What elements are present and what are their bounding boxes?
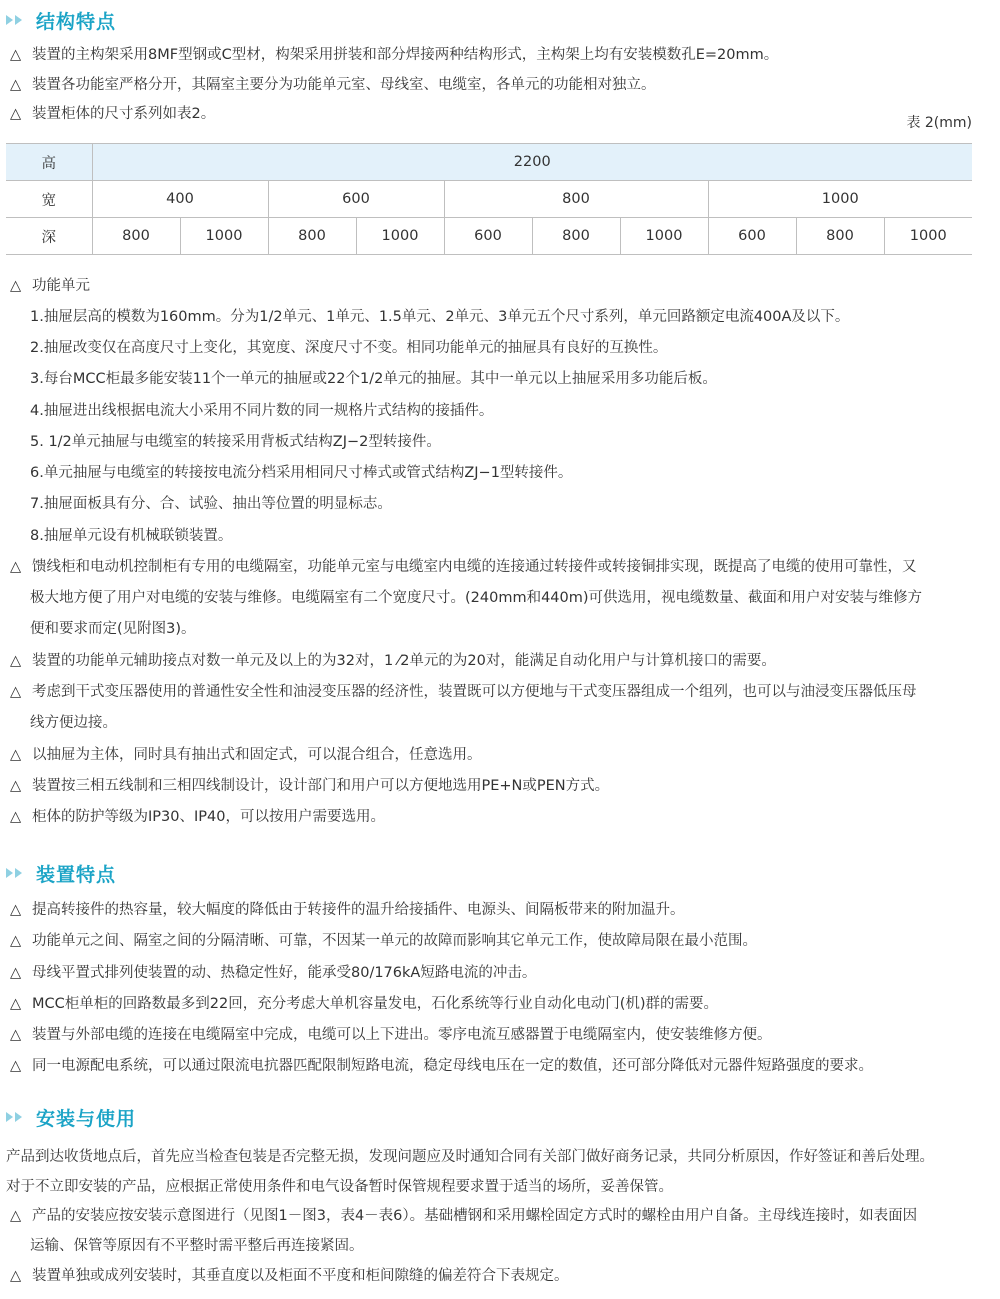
depth-cell: 600 <box>708 218 796 255</box>
depth-cell: 1000 <box>884 218 972 255</box>
list-item: 7.抽屉面板具有分、合、试验、抽出等位置的明显标志。 <box>30 496 392 512</box>
paragraph: 产品到达收货地点后，首先应当检查包装是否完整无损，发现问题应及时通知合同有关部门做好商务记录，共同分析原因，作好签证和善后处理。 <box>6 1149 934 1165</box>
bullet-paragraph: △ 母线平置式排列使装置的动、热稳定性好，能承受80/176kA短路电流的冲击。 <box>10 965 537 981</box>
bullet-paragraph: △ 以抽屉为主体，同时具有抽出式和固定式，可以混合组合，任意选用。 <box>10 747 482 763</box>
depth-cell: 800 <box>92 218 180 255</box>
paragraph: 对于不立即安装的产品，应根据正常使用条件和电气设备暂时保管规程要求置于适当的场所，妥善保管。 <box>6 1179 673 1195</box>
depth-cell: 800 <box>796 218 884 255</box>
paragraph-continuation: 极大地方便了用户对电缆的安装与维修。电缆隔室有二个宽度尺寸。(240mm和440m)可供选用，视电缆数量、截面和用户对安装与维修方 <box>30 590 923 606</box>
section-title: 结构特点 <box>36 10 117 33</box>
section-title: 安装与使用 <box>36 1107 137 1130</box>
depth-cell: 800 <box>268 218 356 255</box>
row-label-height: 高 <box>6 144 92 181</box>
bullet-paragraph: △ 装置按三相五线制和三相四线制设计，设计部门和用户可以方便地选用PE+N或PEN方式。 <box>10 778 610 794</box>
paragraph-continuation: 运输、保管等原因有不平整时需平整后再连接紧固。 <box>30 1238 364 1254</box>
list-item: 6.单元抽屉与电缆室的转接按电流分档采用相同尺寸棒式或管式结构ZJ−1型转接件。 <box>30 465 573 481</box>
list-item: 8.抽屉单元设有机械联锁装置。 <box>30 528 233 544</box>
depth-cell: 600 <box>444 218 532 255</box>
bullet-paragraph: △ 同一电源配电系统，可以通过限流电抗器匹配限制短路电流，稳定母线电压在一定的数值，还可部分降低对元器件短路强度的要求。 <box>10 1058 873 1074</box>
table-caption: 表 2(mm) <box>906 115 972 131</box>
depth-cell: 800 <box>532 218 620 255</box>
paragraph-continuation: 线方便边接。 <box>30 715 117 731</box>
list-item: 2.抽屉改变仅在高度尺寸上变化，其宽度、深度尺寸不变。相同功能单元的抽屉具有良好的互换性。 <box>30 340 668 356</box>
bullet-paragraph: △ MCC柜单柜的回路数最多到22回，充分考虑大单机容量发电，石化系统等行业自动化电动门(机)群的需要。 <box>10 996 719 1012</box>
bullet-paragraph: △ 提高转接件的热容量，较大幅度的降低由于转接件的温升给接插件、电源头、间隔板带来的附加温升。 <box>10 902 685 918</box>
section-heading-install <box>6 1103 136 1131</box>
bullet-paragraph: △ 装置的主构架采用8MF型钢或C型材，构架采用拼装和部分焊接两种结构形式，主构架上均有安装模数孔E=20mm。 <box>10 47 779 63</box>
bullet-paragraph: △ 装置与外部电缆的连接在电缆隔室中完成，电缆可以上下进出。零序电流互感器置于电缆隔室内，使安装维修方便。 <box>10 1027 772 1043</box>
bullet-paragraph: △ 功能单元之间、隔室之间的分隔清晰、可靠，不因某一单元的故障而影响其它单元工作，使故障局限在最小范围。 <box>10 933 757 949</box>
depth-cell: 1000 <box>620 218 708 255</box>
bullet-paragraph: △ 装置柜体的尺寸系列如表2。 <box>10 106 216 122</box>
list-item: 1.抽屉层高的模数为160mm。分为1/2单元、1单元、1.5单元、2单元、3单元五个尺寸系列，单元回路额定电流400A及以下。 <box>30 309 850 325</box>
bullet-paragraph: △ 装置各功能室严格分开，其隔室主要分为功能单元室、母线室、电缆室，各单元的功能相对独立。 <box>10 77 656 93</box>
width-cell: 400 <box>92 181 268 218</box>
height-value: 2200 <box>92 144 972 181</box>
row-label-width: 宽 <box>6 181 92 218</box>
width-cell: 600 <box>268 181 444 218</box>
list-item: 5. 1/2单元抽屉与电缆室的转接采用背板式结构ZJ−2型转接件。 <box>30 434 441 450</box>
paragraph-continuation: 便和要求而定(见附图3)。 <box>30 621 196 637</box>
depth-cell: 1000 <box>356 218 444 255</box>
section-title: 装置特点 <box>36 863 117 886</box>
depth-cell: 1000 <box>180 218 268 255</box>
row-label-depth: 深 <box>6 218 92 255</box>
bullet-paragraph: △ 馈线柜和电动机控制柜有专用的电缆隔室，功能单元室与电缆室内电缆的连接通过转接件或转接铜排实现，既提高了电缆的使用可靠性，又 <box>10 559 917 575</box>
width-cell: 800 <box>444 181 708 218</box>
section-heading-features <box>6 859 116 887</box>
section-heading-structure <box>6 6 116 34</box>
table-row-width <box>6 181 972 218</box>
bullet-paragraph: △ 功能单元 <box>10 278 90 294</box>
double-arrow-icon <box>6 15 24 25</box>
bullet-paragraph: △ 考虑到干式变压器使用的普通性安全性和油浸变压器的经济性，装置既可以方便地与干式变压器组成一个组列，也可以与油浸变压器低压母 <box>10 684 917 700</box>
list-item: 4.抽屉进出线根据电流大小采用不同片数的同一规格片式结构的接插件。 <box>30 403 494 419</box>
dimension-table <box>6 143 972 255</box>
bullet-paragraph: △ 装置单独或成列安装时，其垂直度以及柜面不平度和柜间隙缝的偏差符合下表规定。 <box>10 1268 569 1284</box>
bullet-paragraph: △ 产品的安装应按安装示意图进行（见图1－图3，表4－表6）。基础槽钢和采用螺栓固定方式时的螺栓由用户自备。主母线连接时，如表面因 <box>10 1208 918 1224</box>
bullet-paragraph: △ 柜体的防护等级为IP30、IP40，可以按用户需要选用。 <box>10 809 385 825</box>
double-arrow-icon <box>6 1112 24 1122</box>
table-row-depth <box>6 218 972 255</box>
table-row-height <box>6 144 972 181</box>
bullet-paragraph: △ 装置的功能单元辅助接点对数一单元及以上的为32对，1 ⁄2单元的为20对，能满足自动化用户与计算机接口的需要。 <box>10 653 776 669</box>
double-arrow-icon <box>6 868 24 878</box>
list-item: 3.每台MCC柜最多能安装11个一单元的抽屉或22个1/2单元的抽屉。其中一单元以上抽屉采用多功能后板。 <box>30 371 717 387</box>
width-cell: 1000 <box>708 181 972 218</box>
